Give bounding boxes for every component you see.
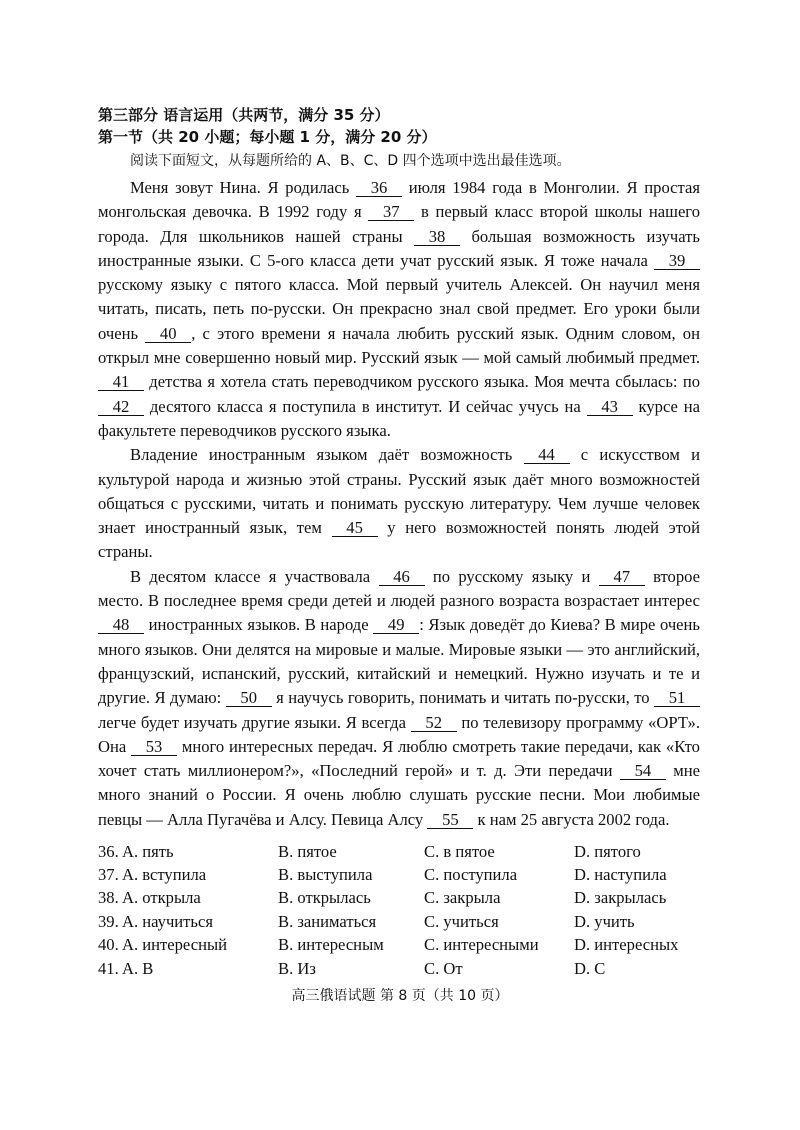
passage-text: большая возможность изучать иностранные языки. С 5-ого класса дети учат русский язык. Я тоже начала <box>98 226 700 270</box>
option-choice: B. пятое <box>278 841 337 861</box>
passage-text: В десятом классе я участвовала <box>130 566 379 586</box>
blank-43: 43 <box>587 398 633 416</box>
blank-50: 50 <box>226 689 272 707</box>
option-row <box>98 910 708 933</box>
passage-paragraph <box>98 565 700 832</box>
blank-38: 38 <box>414 228 460 246</box>
blank-45: 45 <box>332 519 378 537</box>
option-choice: D. интересных <box>574 935 679 955</box>
option-row <box>98 887 708 910</box>
option-choice: C. в пятое <box>424 841 495 861</box>
blank-53: 53 <box>131 738 177 756</box>
passage-text: детства я хотела стать переводчиком русского языка. Моя мечта сбылась: по <box>144 372 700 392</box>
blank-36: 36 <box>356 179 402 197</box>
passage-text: в первый класс второй школы нашего города. Для школьников нашей страны <box>98 202 700 246</box>
passage-text: с искусством и культурой народа и жизнью этой страны. Русский язык даёт много возможностей общаться с русскими, читать и понимать русскую литературу. Чем лучше человек знает иностранный язык, тем <box>98 445 700 538</box>
passage-text: к нам 25 августа 2002 года. <box>473 809 670 829</box>
blank-41: 41 <box>98 373 144 391</box>
passage-text: , с этого времени я начала любить русский язык. Одним словом, он открыл мне совершенно новый мир. Русский язык — мой самый любимый предмет. <box>98 323 700 368</box>
answer-options <box>98 840 708 980</box>
option-choice: 36. A. пять <box>98 841 174 861</box>
option-choice: D. закрылась <box>574 888 667 908</box>
passage-paragraph <box>98 443 700 564</box>
passage-text: Меня зовут Нина. Я родилась <box>130 178 357 197</box>
option-choice: B. выступила <box>278 865 373 885</box>
option-choice: 37. A. вступила <box>98 865 207 885</box>
passage-text: по русскому языку и <box>424 566 599 586</box>
page-footer: 高三俄语试题 第 8 页（共 10 页） <box>291 988 509 1004</box>
passage <box>98 176 700 832</box>
option-choice: B. Из <box>278 958 316 978</box>
passage-text: десятого класса я поступила в институт. И сейчас учусь на <box>144 396 587 416</box>
blank-46: 46 <box>379 568 425 586</box>
option-choice: D. наступила <box>574 865 667 885</box>
option-choice: B. заниматься <box>278 911 377 931</box>
option-choice: D. учить <box>574 911 635 931</box>
option-row <box>98 863 708 886</box>
option-row <box>98 957 708 980</box>
passage-text: иностранных языков. В народе <box>144 615 374 635</box>
option-row <box>98 840 708 863</box>
passage-text: июля 1984 года в Монголии. Я простая монгольская девочка. В 1992 году я <box>98 178 700 222</box>
option-choice: 40. A. интересный <box>98 935 227 955</box>
passage-text: я научусь говорить, понимать и читать по-русски, то <box>271 688 654 708</box>
blank-42: 42 <box>98 398 144 416</box>
option-choice: D. С <box>574 958 606 978</box>
blank-40: 40 <box>145 325 191 343</box>
blank-37: 37 <box>368 203 414 221</box>
section-title: 第一节（共 20 小题；每小题 1 分，满分 20 分） <box>98 128 437 146</box>
passage-text: курсе на факультете переводчиков русского языка. <box>98 396 701 440</box>
blank-48: 48 <box>98 616 144 634</box>
passage-text: легче будет изучать другие языки. Я всегда <box>98 712 411 732</box>
option-choice: D. пятого <box>574 841 641 861</box>
section-header <box>98 104 437 148</box>
passage-text: : Язык доведёт до Киева? В мире очень много языков. Они делятся на мировые и малые. Мировые языки — это английский, французский, испанский, русский, китайский и немецкий. Нужно изучать и те и другие. Я думаю: <box>98 615 700 708</box>
option-choice: B. открылась <box>278 888 371 908</box>
blank-44: 44 <box>524 446 570 464</box>
passage-text: много интересных передач. Я люблю смотреть такие передачи, как «Кто хочет стать миллионером?», «Последний герой» и т. д. Эти передачи <box>98 736 700 781</box>
part-title: 第三部分 语言运用（共两节，满分 35 分） <box>98 106 390 124</box>
option-choice: 38. A. открыла <box>98 888 201 908</box>
blank-52: 52 <box>411 714 457 732</box>
option-choice: C. интересными <box>424 935 539 955</box>
blank-47: 47 <box>599 568 645 586</box>
passage-text: по телевизору программу «ОРТ». Она <box>98 712 700 756</box>
blank-55: 55 <box>427 811 473 829</box>
passage-paragraph <box>98 176 700 443</box>
passage-text: Владение иностранным языком даёт возможность <box>130 445 524 465</box>
blank-51: 51 <box>654 689 700 707</box>
passage-text: у него возможностей понять людей этой страны. <box>98 518 700 562</box>
option-choice: B. интересным <box>278 935 384 955</box>
option-choice: 41. A. В <box>98 958 154 978</box>
option-choice: C. От <box>424 958 463 978</box>
blank-39: 39 <box>654 252 700 270</box>
instruction-text: 阅读下面短文，从每题所给的 A、B、C、D 四个选项中选出最佳选项。 <box>130 153 571 169</box>
passage-text: русскому языку с пятого класса. Мой первый учитель Алексей. Он научил меня читать, писать, петь по-русски. Он прекрасно знал свой предмет. Его уроки были очень <box>98 275 700 343</box>
option-row <box>98 934 708 957</box>
passage-text: мне много знаний о России. Я очень люблю слушать русские песни. Мои любимые певцы — Алла Пугачёва и Алсу. Певица Алсу <box>98 761 700 829</box>
option-choice: C. учиться <box>424 911 499 931</box>
option-choice: C. поступила <box>424 865 518 885</box>
option-choice: 39. A. научиться <box>98 911 213 931</box>
blank-49: 49 <box>373 616 419 634</box>
option-choice: C. закрыла <box>424 888 501 908</box>
passage-text: второе место. В последнее время среди детей и людей разного возраста возрастает интерес <box>98 566 700 611</box>
blank-54: 54 <box>620 762 666 780</box>
